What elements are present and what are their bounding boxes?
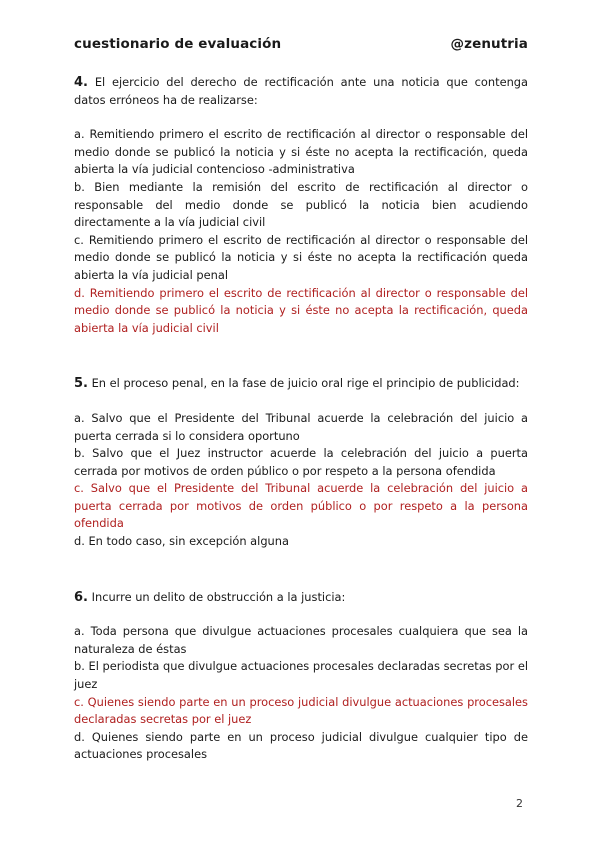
- question-block-6: [74, 589, 528, 764]
- question-number: 5.: [74, 376, 88, 392]
- option-d-correct: d. Remitiendo primero el escrito de rectificación al director o responsable del medio donde se publicó la noticia y si éste no acepta la rectificación, queda abierta la vía judicial civil: [74, 285, 528, 335]
- option-a: a. Toda persona que divulgue actuaciones procesales cualquiera que sea la naturaleza de éstas: [74, 624, 528, 656]
- option-d: d. En todo caso, sin excepción alguna: [74, 534, 289, 549]
- question-number: 6.: [74, 589, 88, 605]
- option-a: a. Remitiendo primero el escrito de rectificación al director o responsable del medio donde se publicó la noticia y si éste no acepta la rectificación, queda abierta la vía judicial contencioso -administrativa: [74, 127, 528, 177]
- question-block-4: [74, 74, 528, 337]
- option-b: b. Bien mediante la remisión del escrito de rectificación al director o responsable del medio donde se publicó la noticia bien acudiendo directamente a la vía judicial civil: [74, 179, 528, 230]
- option-d: d. Quienes siendo parte en un proceso judicial divulgue cualquier tipo de actuaciones procesales: [74, 729, 528, 762]
- question-6: [74, 589, 528, 607]
- question-block-5: [74, 375, 528, 550]
- author-handle: @zenutria: [450, 36, 528, 52]
- option-c-correct: c. Quienes siendo parte en un proceso judicial divulgue actuaciones procesales declaradas secretas por el juez: [74, 694, 528, 727]
- option-a: a. Salvo que el Presidente del Tribunal acuerde la celebración del juicio a puerta cerrada si lo considera oportuno: [74, 410, 528, 443]
- document-title: cuestionario de evaluación: [74, 36, 282, 52]
- question-5: [74, 375, 528, 393]
- option-c: c. Remitiendo primero el escrito de rectificación al director o responsable del medio donde se publicó la noticia y si éste no acepta la rectificación queda abierta la vía judicial penal: [74, 232, 528, 282]
- option-b: b. El periodista que divulgue actuaciones procesales declaradas secretas por el juez: [74, 659, 528, 692]
- option-c-correct: c. Salvo que el Presidente del Tribunal acuerde la celebración del juicio a puerta cerrada por motivos de orden público o por respeto a la persona ofendida: [74, 481, 528, 531]
- page-number: 2: [516, 797, 523, 810]
- page-header: [74, 36, 528, 58]
- question-4: [74, 74, 528, 109]
- option-b: b. Salvo que el Juez instructor acuerde la celebración del juicio a puerta cerrada por motivos de orden público o por respeto a la persona ofendida: [74, 446, 528, 478]
- question-number: 4.: [74, 75, 88, 90]
- question-text: El ejercicio del derecho de rectificación ante una noticia que contenga datos erróneos ha de realizarse:: [74, 75, 529, 107]
- question-text: En el proceso penal, en la fase de juicio oral rige el principio de publicidad:: [91, 376, 520, 391]
- question-text: Incurre un delito de obstrucción a la justicia:: [91, 589, 346, 604]
- questionnaire: [74, 74, 528, 764]
